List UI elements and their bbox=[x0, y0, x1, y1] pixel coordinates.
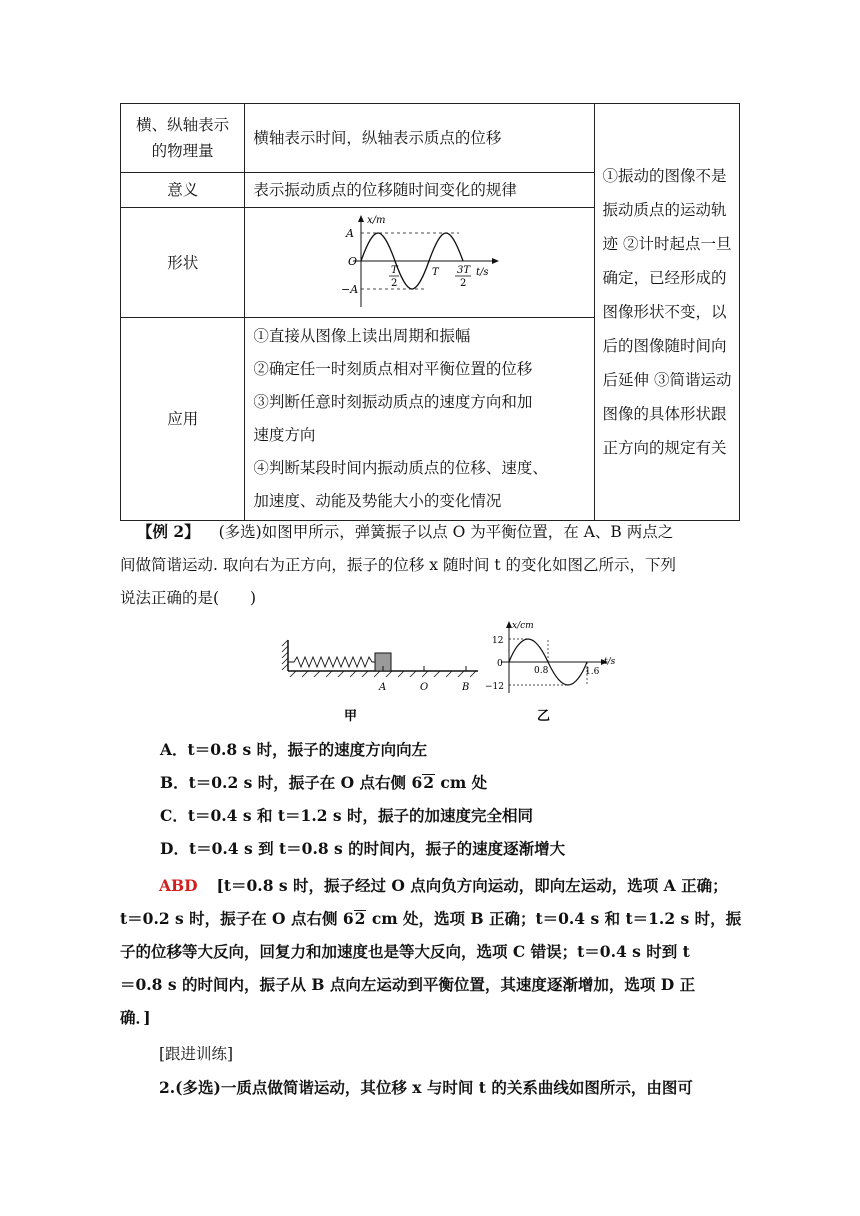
row-label-shape: 形状 bbox=[121, 208, 245, 318]
application-item: ③判断任意时刻振动质点的速度方向和加 bbox=[253, 393, 533, 411]
label-B: B bbox=[462, 682, 470, 693]
row-content-shape bbox=[245, 208, 594, 318]
x-axis-label: t/s bbox=[476, 266, 489, 278]
sine-graph bbox=[245, 209, 575, 317]
application-item: ④判断某段时间内振动质点的位移、速度、 bbox=[253, 459, 548, 477]
tick-12: 12 bbox=[492, 636, 504, 646]
answer-line-2: t＝0.2 s 时，振子在 O 点右侧 62 cm 处，选项 B 正确；t＝0.4 s 和 t＝1.2 s 时，振 bbox=[120, 909, 742, 928]
practice-question-2: 2.(多选)一质点做简谐运动，其位移 x 与时间 t 的关系曲线如图所示，由图可 bbox=[159, 1078, 693, 1097]
example-line-1 bbox=[137, 521, 673, 543]
example-tag: 【例 2】 bbox=[137, 522, 200, 541]
x-axis-label: t/s bbox=[604, 657, 616, 667]
answer-line-4: ＝0.8 s 的时间内，振子从 B 点向左运动到平衡位置，其速度逐渐增加，选项 D 正 bbox=[120, 975, 696, 994]
t-half-den: 2 bbox=[391, 277, 398, 289]
t-half-num: T bbox=[391, 264, 399, 276]
sqrt-sign: 2 bbox=[423, 773, 435, 792]
answer-letters: ABD bbox=[159, 876, 198, 895]
row-label-axes: 横、纵轴表示的物理量 bbox=[121, 104, 245, 173]
notes-cell: ①振动的图像不是振动质点的运动轨迹 ②计时起点一旦确定，已经形成的图像形状不变，以后的图像随时间向后延伸 ③简谐运动图像的具体形状跟正方向的规定有关 bbox=[594, 104, 739, 521]
knowledge-table bbox=[120, 103, 740, 521]
amplitude-label: A bbox=[346, 226, 355, 240]
practice-heading: [跟进训练] bbox=[159, 1045, 234, 1063]
row-content-axes: 横轴表示时间，纵轴表示质点的位移 bbox=[245, 104, 594, 173]
spring bbox=[288, 657, 375, 667]
x-axis-arrow bbox=[492, 258, 499, 264]
floor-hatch bbox=[290, 671, 476, 677]
sqrt-sign: 2 bbox=[354, 909, 366, 928]
application-item: 速度方向 bbox=[253, 426, 316, 444]
tick-16: 1.6 bbox=[585, 667, 600, 677]
row-content-meaning: 表示振动质点的位移随时间变化的规律 bbox=[245, 173, 594, 208]
option-c: C．t＝0.4 s 和 t＝1.2 s 时，振子的加速度完全相同 bbox=[160, 806, 534, 825]
t3-half-num: 3T bbox=[457, 264, 471, 276]
example-stem-1: (多选)如图甲所示，弹簧振子以点 O 为平衡位置，在 A、B 两点之 bbox=[218, 523, 674, 541]
application-item: ②确定任一时刻质点相对平衡位置的位移 bbox=[253, 360, 533, 378]
y-axis-label: x/cm bbox=[512, 621, 534, 631]
row-label-meaning: 意义 bbox=[121, 173, 245, 208]
t-full-label: T bbox=[432, 266, 440, 278]
label-A: A bbox=[379, 682, 387, 693]
origin-label: O bbox=[348, 254, 358, 268]
tick-0: 0 bbox=[497, 659, 503, 669]
figure-spring-oscillator bbox=[280, 626, 492, 724]
caption-jia: 甲 bbox=[344, 709, 358, 724]
example-stem-3: 说法正确的是( ) bbox=[120, 589, 257, 607]
row-label-application: 应用 bbox=[121, 318, 245, 521]
y-axis-label: x/m bbox=[367, 214, 386, 226]
t3-half-den: 2 bbox=[460, 277, 467, 289]
answer-line-5: 确．] bbox=[120, 1008, 151, 1027]
application-item: 加速度、动能及势能大小的变化情况 bbox=[253, 492, 502, 510]
application-item: ①直接从图像上读出周期和振幅 bbox=[253, 327, 471, 345]
figure-xt-graph bbox=[476, 618, 626, 724]
tick-neg12: −12 bbox=[485, 682, 504, 692]
option-b: B．t＝0.2 s 时，振子在 O 点右侧 62 cm 处 bbox=[160, 773, 488, 792]
tick-08: 0.8 bbox=[534, 666, 549, 676]
option-a: A．t＝0.8 s 时，振子的速度方向向左 bbox=[160, 740, 428, 759]
caption-yi: 乙 bbox=[537, 709, 551, 724]
neg-amplitude-label: −A bbox=[341, 282, 359, 296]
answer-line-3: 子的位移等大反向，回复力和加速度也是等大反向，选项 C 错误；t＝0.4 s 时到 t bbox=[120, 942, 690, 961]
label-O: O bbox=[420, 682, 429, 693]
row-content-application bbox=[245, 318, 594, 521]
wall-hatch bbox=[282, 640, 288, 670]
example-stem-2: 间做简谐运动. 取向右为正方向，振子的位移 x 随时间 t 的变化如图乙所示，下列 bbox=[120, 556, 677, 574]
y-axis-arrow bbox=[358, 215, 364, 222]
answer-line-1: ABD [t＝0.8 s 时，振子经过 O 点向负方向运动，即向左运动，选项 A 正确； bbox=[159, 876, 728, 895]
option-d: D．t＝0.4 s 到 t＝0.8 s 的时间内，振子的速度逐渐增大 bbox=[160, 839, 566, 858]
